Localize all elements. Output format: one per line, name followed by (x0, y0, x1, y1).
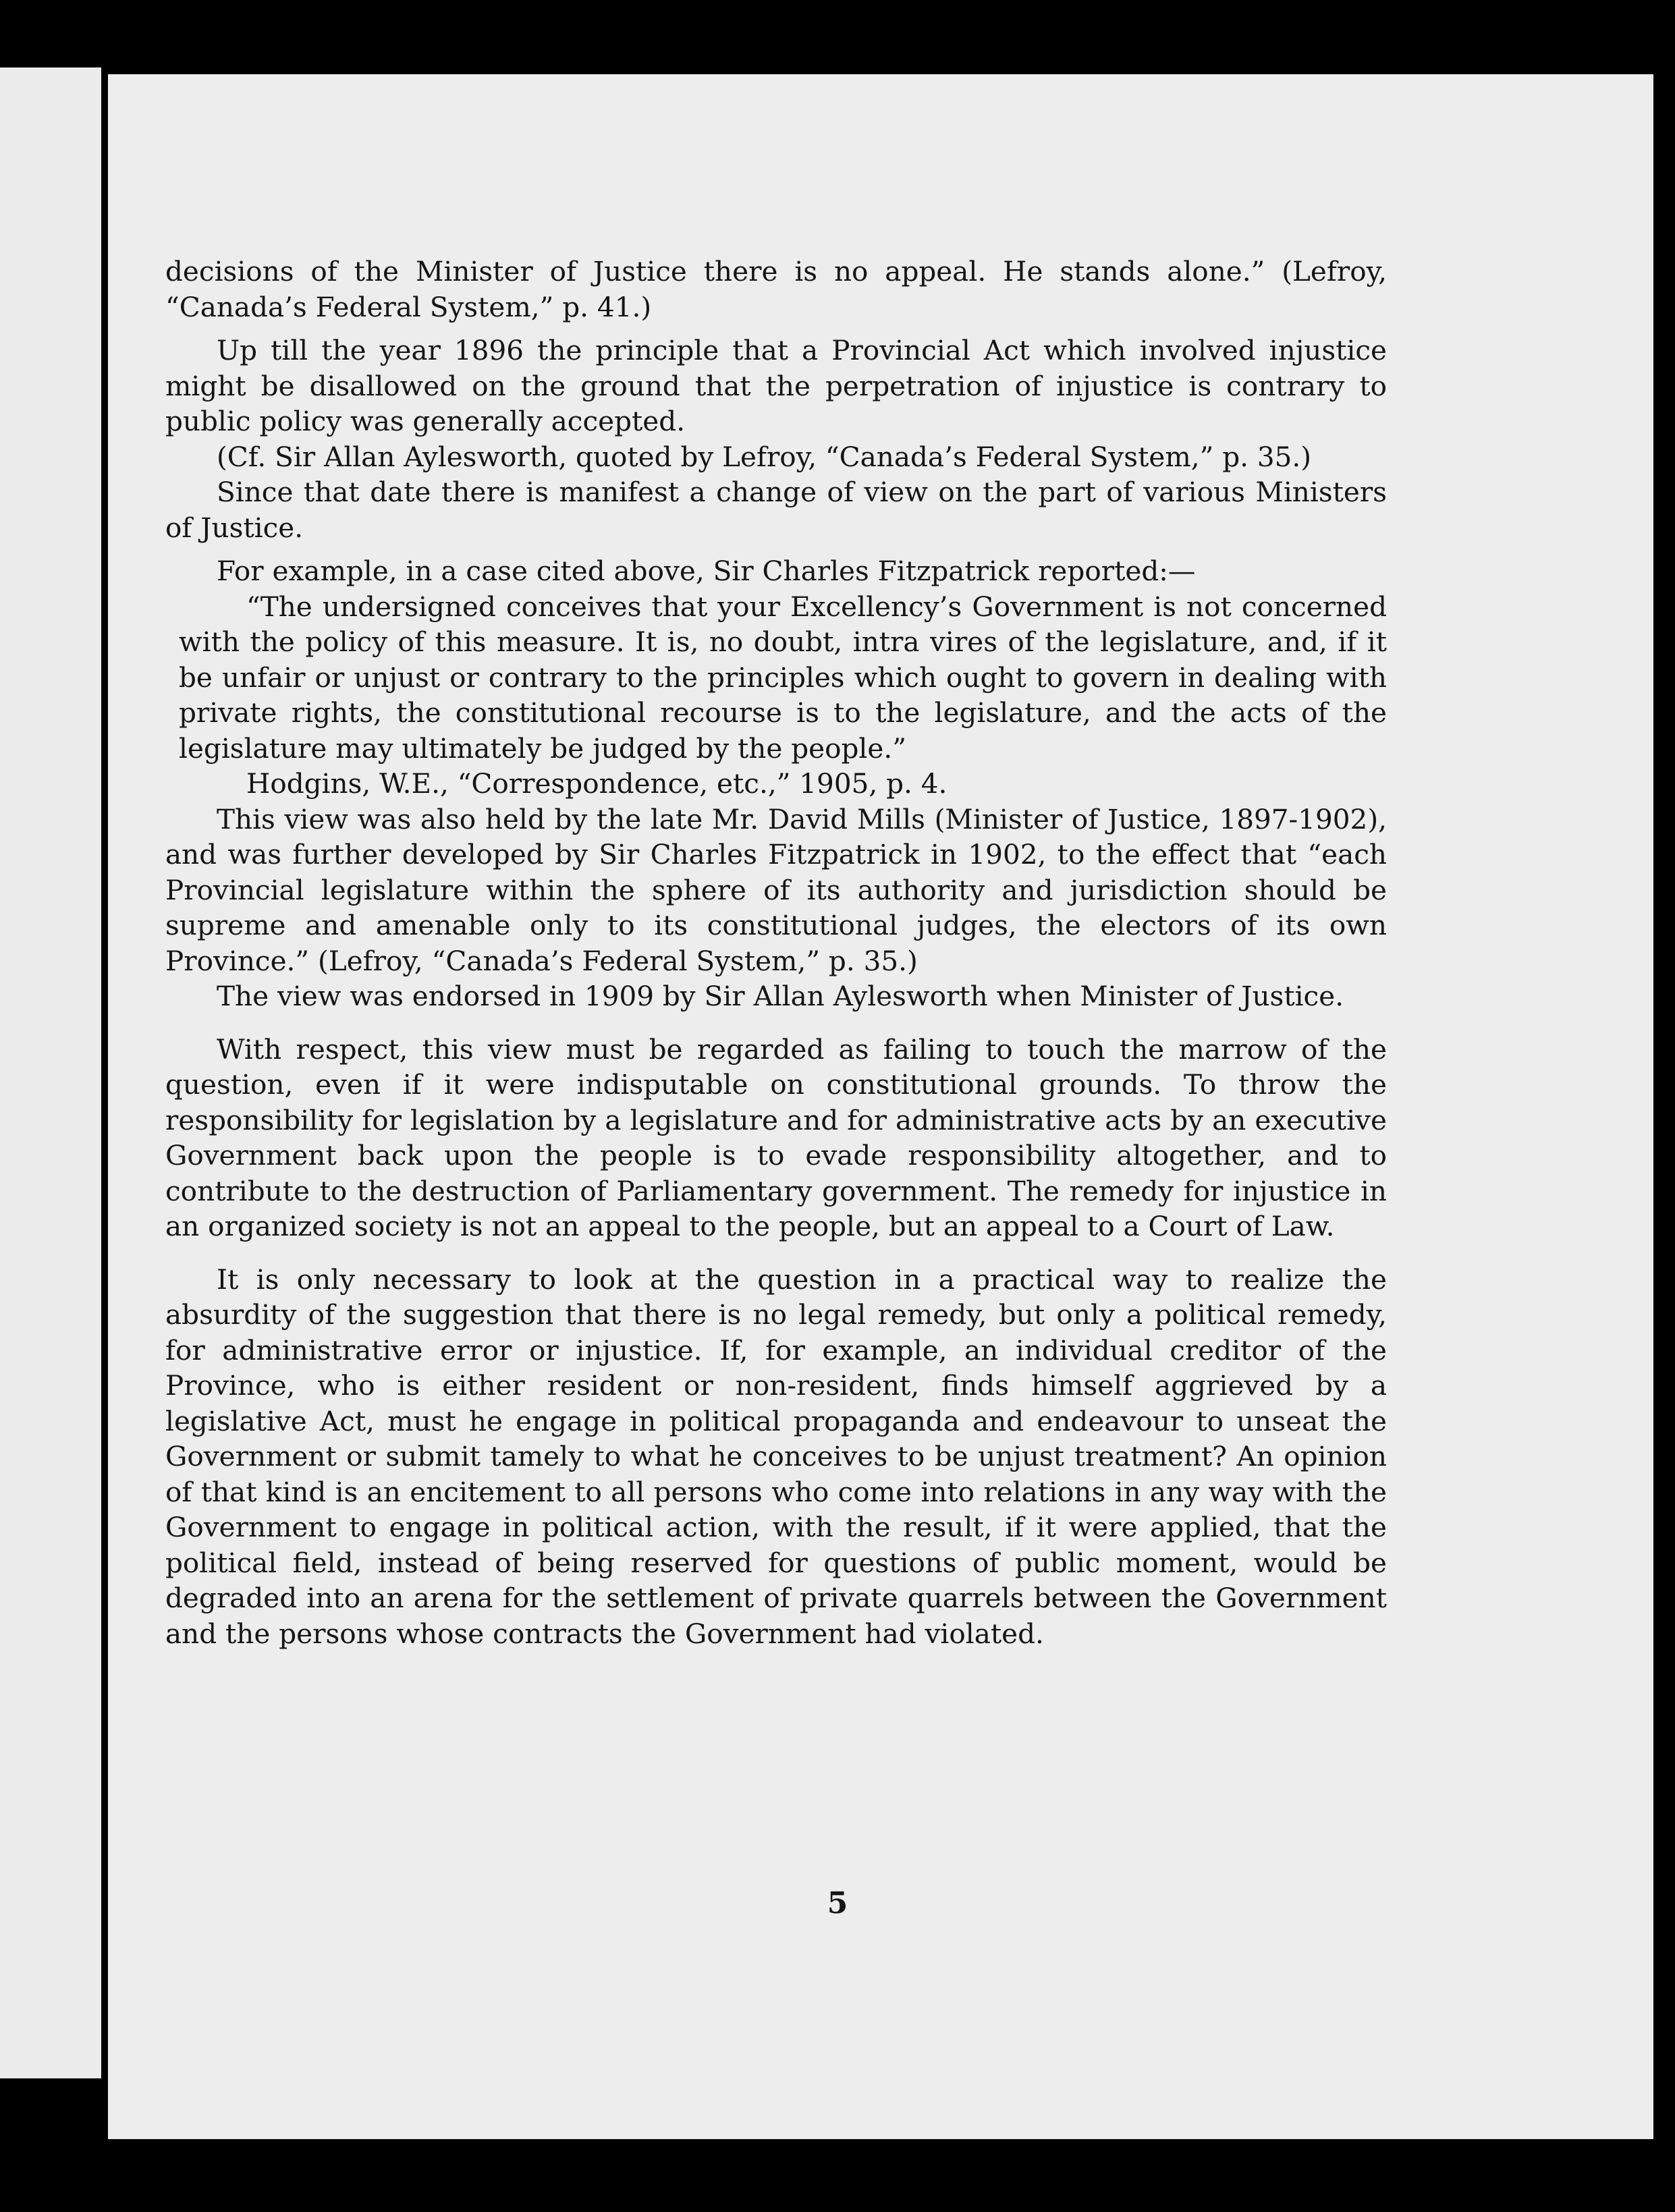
citation-hodgins: Hodgins, W.E., “Correspondence, etc.,” 1905, p. 4. (246, 767, 948, 800)
body-text (165, 254, 1387, 1659)
paragraph-fitzpatrick-intro: For example, in a case cited above, Sir Charles Fitzpatrick reported:— (217, 555, 1196, 587)
facing-page-edge (0, 67, 101, 2078)
paragraph-with-respect: With respect, this view must be regarded as failing to touch the marrow of the question, even if it were indisputable on constitutional grounds. To throw the responsibility for legislation by a legislature and for administrative acts by an executive Government back upon the people is to evade responsibility altogether, and to contribute to the destruction of Parliamentary government. The remedy for injustice in an organized society is not an appeal to the people, but an appeal to a Court of Law. (165, 1032, 1387, 1242)
citation-aylesworth: (Cf. Sir Allan Aylesworth, quoted by Lefroy, “Canada’s Federal System,” p. 35.) (217, 440, 1312, 473)
paragraph-change-of-view: Since that date there is manifest a change of view on the part of various Ministers of Justice. (165, 476, 1387, 544)
paragraph-continued: decisions of the Minister of Justice there is no appeal. He stands alone.” (Lefroy, “Canada’s Federal System,” p. 41.) (165, 255, 1387, 323)
paragraph-david-mills: This view was also held by the late Mr. David Mills (Minister of Justice, 1897-1902), and was further developed by Sir Charles Fitzpatrick in 1902, to the effect that “each Provincial legislature within the sphere of its authority and jurisdiction should be supreme and amenable only to its constitutional judges, the electors of its own Province.” (Lefroy, “Canada’s Federal System,” p. 35.) (165, 802, 1387, 977)
paragraph-1896-principle: Up till the year 1896 the principle that a Provincial Act which involved injustice might be disallowed on the ground that the perpetration of injustice is contrary to public policy was generally accepted. (165, 334, 1387, 437)
paragraph-practical-way: It is only necessary to look at the question in a practical way to realize the absurdity of the suggestion that there is no legal remedy, but only a political remedy, for administrative error or injustice. If, for example, an individual creditor of the Province, who is either resident or non-resident, finds himself aggrieved by a legislative Act, must he engage in political propaganda and endeavour to unseat the Government or submit tamely to what he conceives to be unjust treatment? An opinion of that kind is an encitement to all persons who come into relations in any way with the Government to engage in political action, with the result, if it were applied, that the political field, instead of being reserved for questions of public moment, would be degraded into an arena for the settlement of private quarrels between the Government and the persons whose contracts the Government had violated. (165, 1263, 1387, 1650)
page-number: 5 (827, 1886, 848, 1920)
paragraph-endorsed-1909: The view was endorsed in 1909 by Sir Allan Aylesworth when Minister of Justice. (217, 980, 1344, 1012)
block-quote-fitzpatrick: “The undersigned conceives that your Excellency’s Government is not concerned with the policy of this measure. It is, no doubt, intra vires of the legislature, and, if it be unfair or unjust or contrary to the principles which ought to govern in dealing with private rights, the constitutional recourse is to the legislature, and the acts of the legislature may ultimately be judged by the people.” (179, 590, 1387, 765)
